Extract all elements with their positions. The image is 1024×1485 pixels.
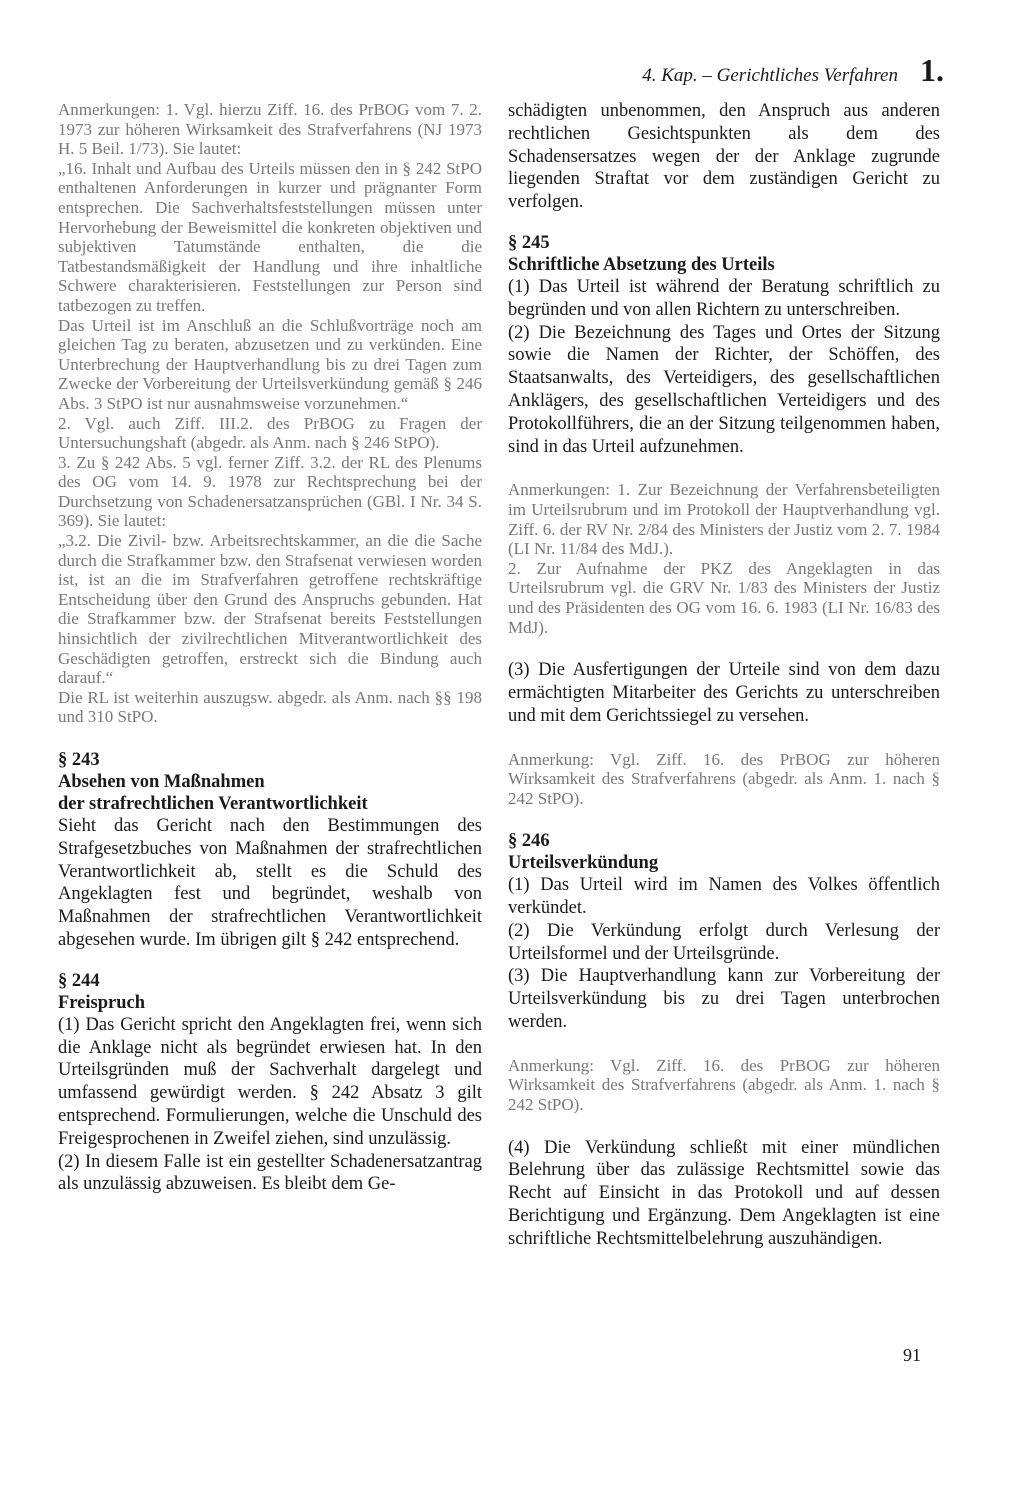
left-column xyxy=(58,100,482,1196)
continuation-text: schädigten unbenommen, den Anspruch aus anderen rechtlichen Gesichtspunkten als dem des Schadensersatzes wegen der der Anklage zugrunde liegenden Straftat vor dem zuständigen Gericht zu verfolgen. xyxy=(508,101,940,213)
page-number: 91 xyxy=(903,1345,921,1365)
section-245-note-2: 2. Zur Aufnahme der PKZ des Angeklagten in das Urteilsrubrum vgl. die GRV Nr. 1/83 des Ministers der Justiz und des Präsidenten des OG vom 16. 6. 1983 (LI Nr. 16/83 des MdJ). xyxy=(508,558,940,637)
right-column xyxy=(508,100,940,1251)
chapter-title: 4. Kap. – Gerichtliches Verfahren xyxy=(642,65,898,86)
section-244-para-1: (1) Das Gericht spricht den Angeklagten frei, wenn sich die Anklage nicht als begründet erwiesen hat. In den Urteilsgründen muß der Sachverhalt dargelegt und umfassend gewürdigt werden. § 242 Absatz 3 gilt entsprechend. Formulierungen, welche die Unschuld des Freigesprochenen in Zweifel ziehen, sind unzulässig. xyxy=(58,1014,482,1149)
section-243-title-line2: der strafrechtlichen Verantwortlichkeit xyxy=(58,794,368,814)
note-paragraph: Die RL ist weiterhin auszugsw. abgedr. als Anm. nach §§ 198 und 310 StPO. xyxy=(58,687,482,727)
section-245-para-1: (1) Das Urteil ist während der Beratung schriftlich zu begründen und von allen Richtern zu unterschreiben. xyxy=(508,276,940,320)
section-246-title: Urteilsverkündung xyxy=(508,853,659,874)
note-paragraph: Anmerkungen: 1. Vgl. hierzu Ziff. 16. des PrBOG vom 7. 2. 1973 zur höheren Wirksamkeit des Strafverfahrens (NJ 1973 H. 5 Beil. 1/73). Sie lautet: xyxy=(58,100,482,159)
section-245-number: § 245 xyxy=(508,232,550,253)
section-246-para-1: (1) Das Urteil wird im Namen des Volkes öffentlich verkündet. xyxy=(508,875,940,919)
note-paragraph: „3.2. Die Zivil- bzw. Arbeitsrechtskammer, an die die Sache durch die Strafkammer bzw. den Strafsenat verwiesen worden ist, ist an die im Strafverfahren getroffene rechtskräftige Entscheidung über den Grund des Anspruchs gebunden. Hat die Strafkammer bzw. der Strafsenat bereits Feststellungen hinsichtlich der zivilrechtlichen Mitverantwortlichkeit des Geschädigten getroffen, erstreckt sich die Bindung auch darauf.“ xyxy=(58,531,482,688)
annotations-242 xyxy=(58,100,482,727)
running-header xyxy=(500,52,944,89)
section-243-text: Sieht das Gericht nach den Bestimmungen des Strafgesetzbuches von Maßnahmen der strafrechtlichen Verantwortlichkeit ab, stellt es die Schuld des Angeklagten fest und begründet, weshalb von Maßnahmen der strafrechtlichen Verantwortlichkeit abgesehen wurde. Im übrigen gilt § 242 entsprechend. xyxy=(58,816,482,950)
section-243-title-line1: Absehen von Maßnahmen xyxy=(58,772,265,792)
section-245-note-3: Anmerkung: Vgl. Ziff. 16. des PrBOG zur höheren Wirksamkeit des Strafverfahrens (abgedr. als Anm. 1. nach § 242 StPO). xyxy=(508,749,940,808)
note-paragraph: 3. Zu § 242 Abs. 5 vgl. ferner Ziff. 3.2. der RL des Plenums des OG vom 14. 9. 1978 zur Rechtsprechung bei der Durchsetzung von Schadenersatzansprüchen (GBl. I Nr. 34 S. 369). Sie lautet: xyxy=(58,452,482,531)
section-244-para-2: (2) In diesem Falle ist ein gestellter Schadenersatzantrag als unzulässig abzuweisen. Es bleibt dem Ge- xyxy=(58,1151,482,1195)
note-paragraph: Das Urteil ist im Anschluß an die Schlußvorträge noch am gleichen Tag zu beraten, abzusetzen und zu verkünden. Eine Unterbrechung der Hauptverhandlung bis zu drei Tagen zum Zwecke der Vorbereitung der Urteilsverkündung gemäß § 246 Abs. 3 StPO ist nur ausnahmsweise vorzunehmen.“ xyxy=(58,315,482,413)
part-number: 1. xyxy=(920,52,944,88)
section-246-para-4: (4) Die Verkündung schließt mit einer mündlichen Belehrung über das zulässige Rechtsmittel sowie das Recht auf Einsicht in das Protokoll und auf dessen Berichtigung und Ergänzung. Dem Angeklagten ist eine schriftliche Rechtsmittelbelehrung auszuhändigen. xyxy=(508,1137,940,1249)
note-paragraph: 2. Vgl. auch Ziff. III.2. des PrBOG zu Fragen der Untersuchungshaft (abgedr. als Anm. nach § 246 StPO). xyxy=(58,413,482,453)
section-245-note-1: Anmerkungen: 1. Zur Bezeichnung der Verfahrensbeteiligten im Urteilsrubrum und im Protokoll der Hauptverhandlung vgl. Ziff. 6. der RV Nr. 2/84 des Ministers der Justiz vom 2. 7. 1984 (LI Nr. 11/84 des MdJ.). xyxy=(508,480,940,559)
section-245-para-2: (2) Die Bezeichnung des Tages und Ortes der Sitzung sowie die Namen der Richter, der Schöffen, des Staatsanwalts, des Verteidigers, des gesellschaftlichen Anklägers, des gesellschaftlichen Verteidigers und des Protokollführers, die an der Sitzung teilgenommen haben, sind in das Urteil aufzunehmen. xyxy=(508,322,940,457)
note-paragraph: „16. Inhalt und Aufbau des Urteils müssen den in § 242 StPO enthaltenen Anforderungen in kurzer und prägnanter Form entsprechen. Die Sachverhaltsfeststellungen müssen unter Hervorhebung der Beweismittel die konkreten objektiven und subjektiven Tatumstände enthalten, die die Tatbestandsmäßigkeit der Handlung und ihre inhaltliche Schwere charakterisieren. Feststellungen zur Person sind tatbezogen zu treffen. xyxy=(58,158,482,315)
section-246-para-3: (3) Die Hauptverhandlung kann zur Vorbereitung der Urteilsverkündung bis zu drei Tagen unterbrochen werden. xyxy=(508,966,940,1033)
section-244-number: § 244 xyxy=(58,970,100,991)
section-243-number: § 243 xyxy=(58,750,100,770)
section-246-para-2: (2) Die Verkündung erfolgt durch Verlesung der Urteilsformel und der Urteilsgründe. xyxy=(508,920,940,964)
section-245-para-3: (3) Die Ausfertigungen der Urteile sind von dem dazu ermächtigten Mitarbeiter des Gerichts zu unterschreiben und mit dem Gerichtssiegel zu versehen. xyxy=(508,660,940,726)
section-246-number: § 246 xyxy=(508,831,550,852)
section-245-title: Schriftliche Absetzung des Urteils xyxy=(508,254,775,275)
section-244-title: Freispruch xyxy=(58,992,146,1013)
section-246-note: Anmerkung: Vgl. Ziff. 16. des PrBOG zur höheren Wirksamkeit des Strafverfahrens (abgedr. als Anm. 1. nach § 242 StPO). xyxy=(508,1055,940,1115)
